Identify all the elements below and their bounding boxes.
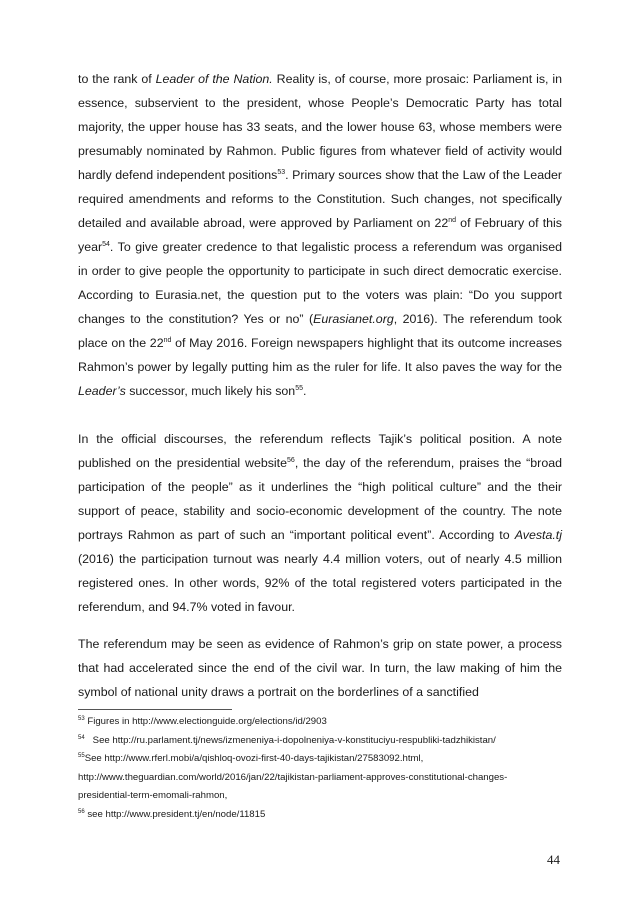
ordinal-suffix: nd <box>448 216 457 224</box>
footnote-line <box>78 806 568 825</box>
footnote-ref-54: 54 <box>102 240 110 248</box>
italic-text: Leader’s <box>78 384 126 398</box>
footnote-text: http://www.theguardian.com/world/2016/jan/22/tajikistan-parliament-approves-constitutional-changes- <box>78 771 508 783</box>
footnote-text: Figures in http://www.electionguide.org/elections/id/2903 <box>84 716 327 727</box>
footnote-ref-56: 56 <box>287 456 295 464</box>
text-run: . <box>302 384 307 398</box>
text-run: The referendum may be seen as evidence of Rahmon’s grip on state power, a process that had accelerated since the end of the civil war. In turn, the law making of him the symbol of national unity draws a portrait on the borderlines of a sanctified <box>78 637 562 699</box>
footnote-ref-53: 53 <box>277 168 286 176</box>
text-run: Reality is, of course, more prosaic: Parliament is, in essence, subservient to the president, whose People’s Democratic Party has total majority, the upper house has 33 seats, and the lower house 63, whose members were presumably nominated by Rahmon. Public figures from whatever field of activity would hardly defend independent positions <box>78 72 563 182</box>
text-run: successor, much likely his son <box>125 384 296 398</box>
paragraph-1 <box>78 67 562 403</box>
footnote-text: presidential-term-emomali-rahmon, <box>78 790 228 801</box>
footnote-number: 56 <box>78 808 85 815</box>
footnote-line <box>78 750 568 769</box>
text-run: In the official discourses, the referendum reflects Tajik’s political position. A note published on the presidential website <box>78 432 562 470</box>
text-run: of February of this year <box>78 216 562 254</box>
italic-text: Eurasianet.org <box>313 312 394 326</box>
footnotes <box>78 713 568 824</box>
footnote-number: 54 <box>78 734 85 741</box>
text-run: , the day of the referendum, praises the “broad participation of the people” as it underlines the “high political culture” and the their support of peace, stability and socio-economic development of the country. The note portrays Rahmon as part of such an “important political event”. According to <box>78 456 562 542</box>
footnote-line <box>78 713 568 732</box>
paragraph-2 <box>78 427 562 619</box>
footnote-line <box>78 769 568 788</box>
footnote-number: 55 <box>78 752 85 759</box>
italic-text: Leader of the Nation. <box>155 72 273 86</box>
text-run: to the rank of <box>78 72 156 86</box>
footnote-number: 53 <box>78 715 85 722</box>
footnote-text: See http://ru.parlament.tj/news/izmeneniya-i-dopolneniya-v-konstituciyu-respubliki-tadzhikistan/ <box>84 734 496 746</box>
footnote-text: see http://www.president.tj/en/node/11815 <box>84 808 266 820</box>
text-run: , 2016). The referendum took place on the 22 <box>78 312 562 350</box>
page-number: 44 <box>547 852 560 867</box>
footnote-separator <box>78 709 232 710</box>
text-run: (2016) the participation turnout was nearly 4.4 million voters, out of nearly 4.5 million registered ones. In other words, 92% of the total registered voters participated in the referendum, and 94.7% voted in favour. <box>78 552 562 614</box>
footnote-line <box>78 732 568 751</box>
footnote-ref-55: 55 <box>295 384 303 392</box>
paragraph-3 <box>78 632 562 704</box>
ordinal-suffix: nd <box>163 336 172 344</box>
text-run: . To give greater credence to that legalistic process a referendum was organised in order to give people the opportunity to participate in such direct democratic exercise. According to Eurasia.net, the question put to the voters was plain: “Do you support changes to the constitution? Yes or no” ( <box>78 240 562 326</box>
text-run: of May 2016. Foreign newspapers highlight that its outcome increases Rahmon’s power by legally putting him as the ruler for life. It also paves the way for the <box>78 336 562 374</box>
italic-text: Avesta.tj <box>514 528 562 542</box>
footnote-line <box>78 787 568 806</box>
footnote-text: See http://www.rferl.mobi/a/qishloq-ovozi-first-40-days-tajikistan/27583092.html, <box>84 753 424 764</box>
text-run: . Primary sources show that the Law of the Leader required amendments and reforms to the Constitution. Such changes, not specifically detailed and available abroad, were approved by Parliament on 22 <box>78 168 562 230</box>
